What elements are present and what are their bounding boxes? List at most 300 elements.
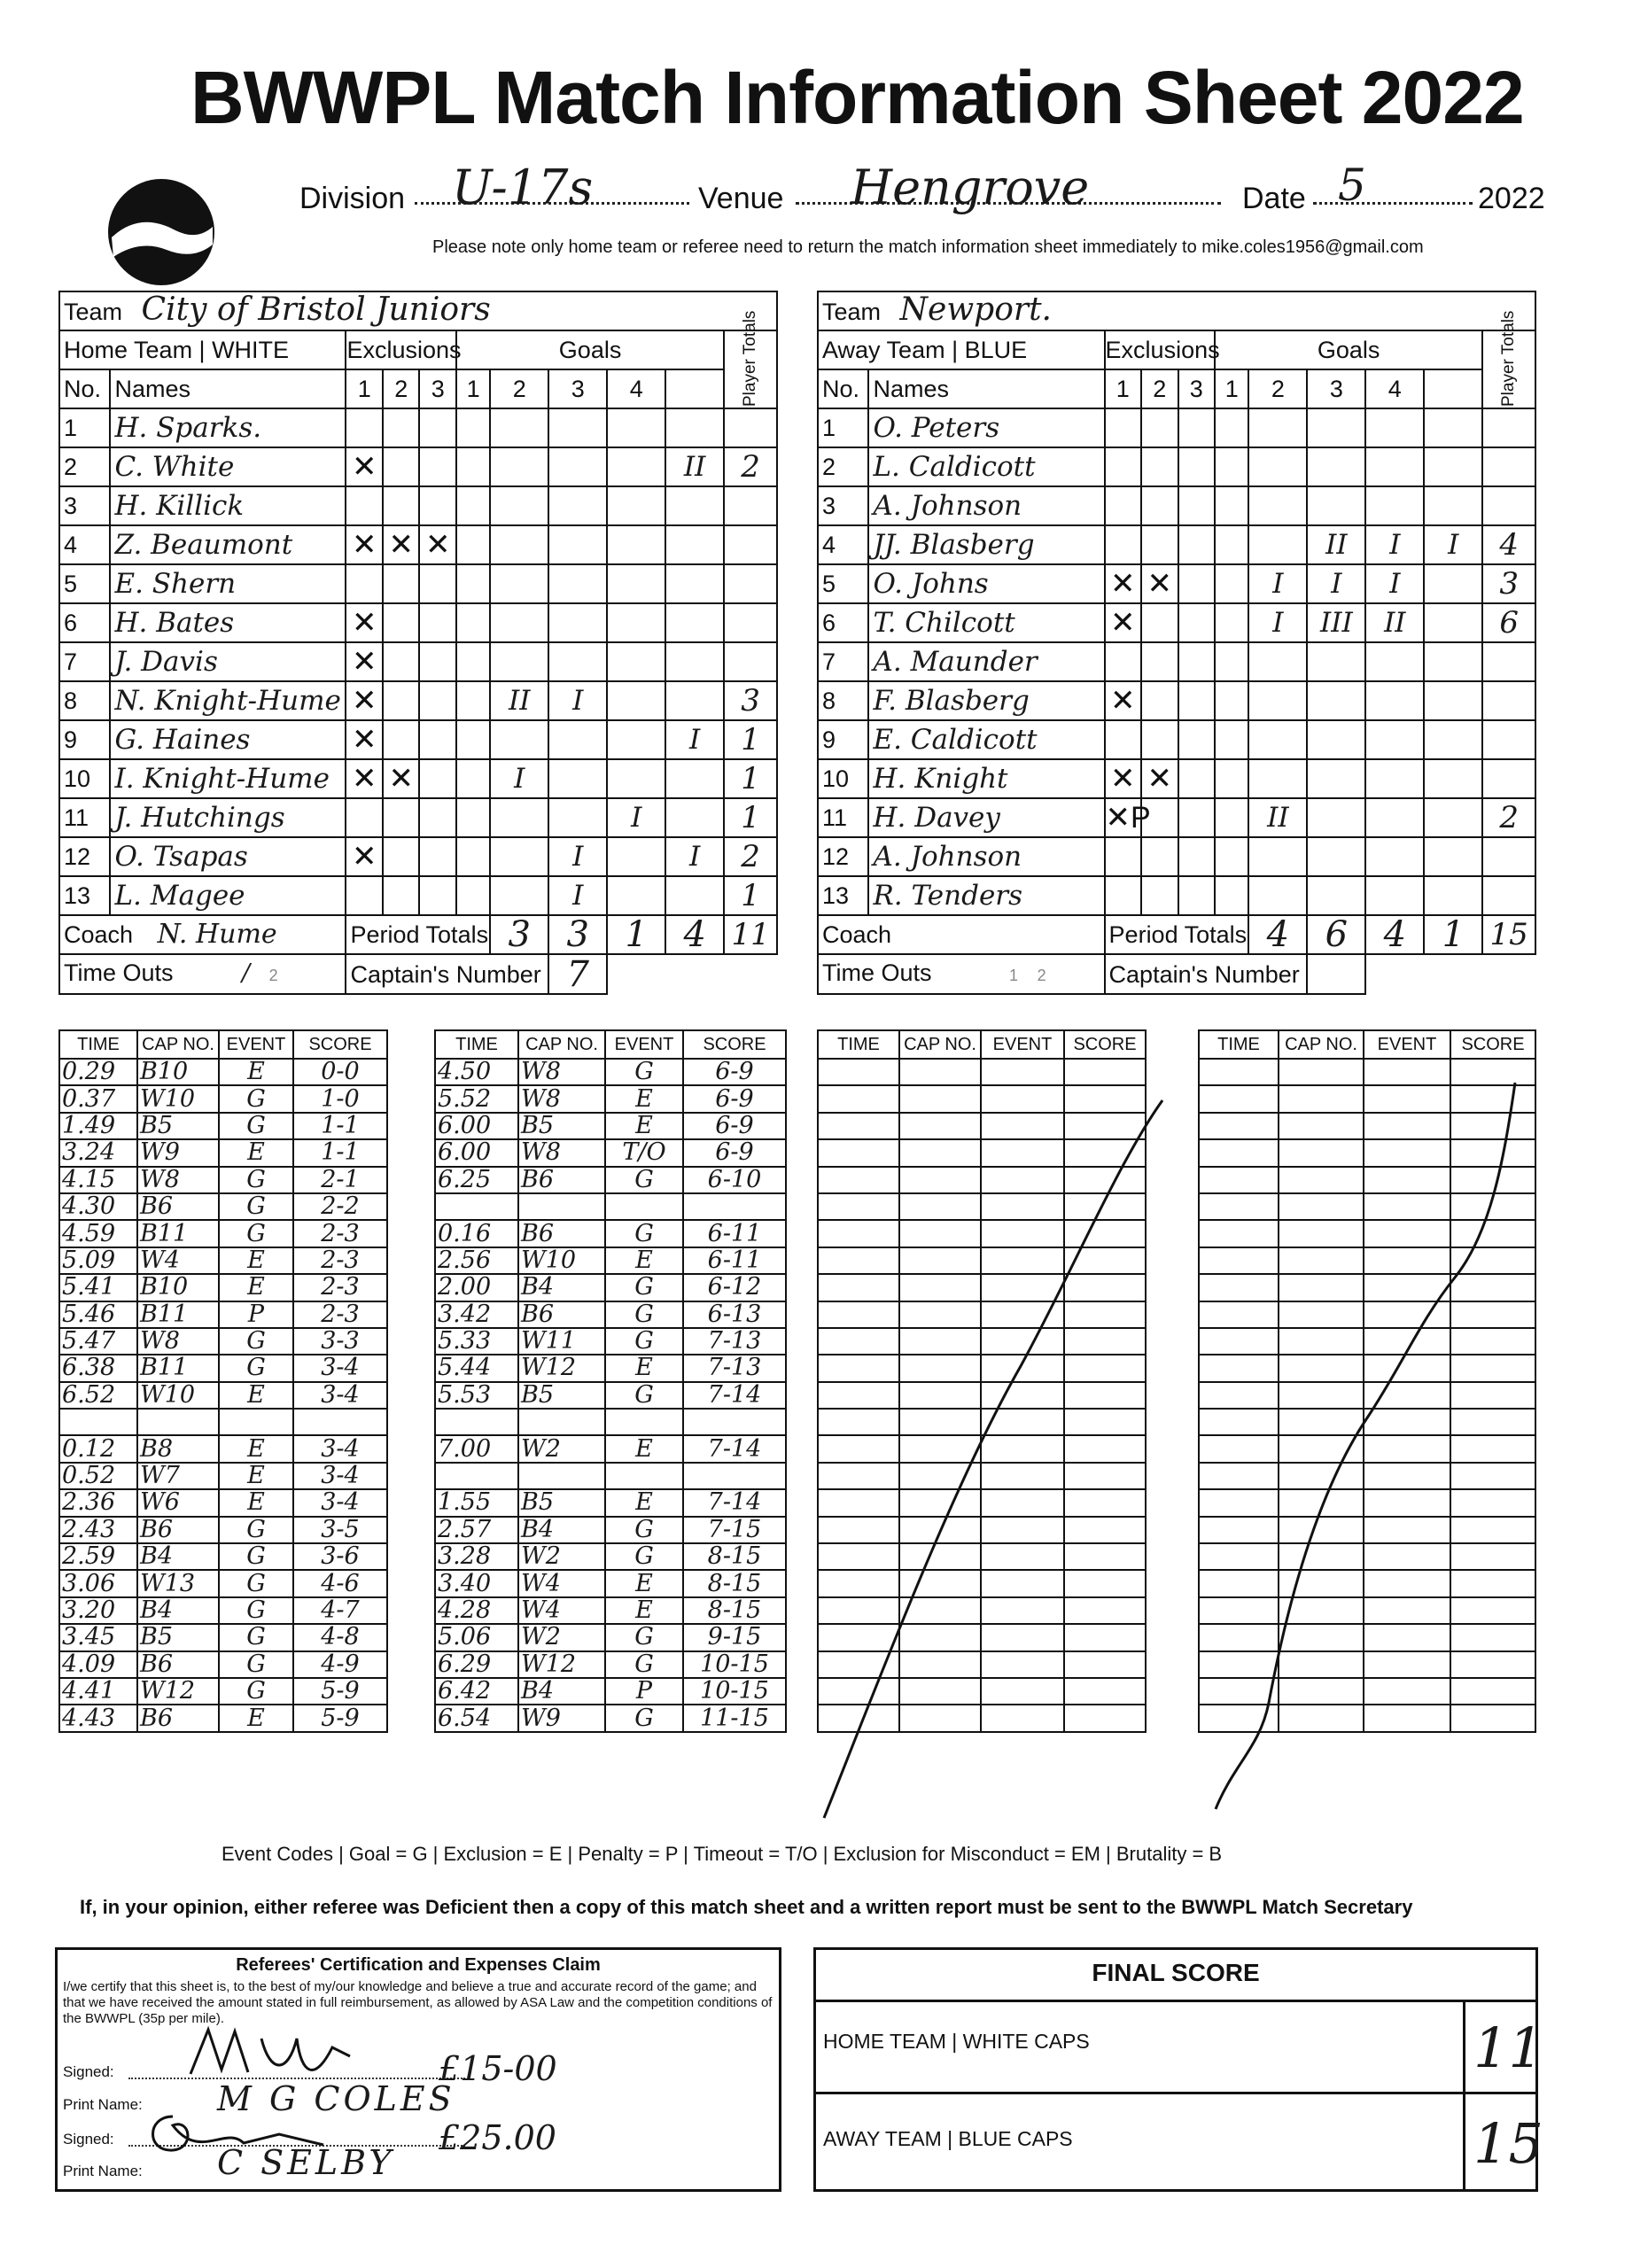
away-player-number: 6	[818, 603, 868, 642]
home-exclusion-3	[419, 876, 456, 915]
away-player-total: 3	[1482, 564, 1535, 603]
log-cap-no: B10	[137, 1274, 219, 1301]
away-goals-period-3: II	[1365, 603, 1424, 642]
home-goals-period-2: I	[548, 681, 607, 720]
log-score: 6-11	[683, 1220, 786, 1247]
home-exclusions-header: Exclusions	[346, 330, 456, 369]
home-goals-period-3	[607, 486, 665, 525]
log-row	[435, 1463, 786, 1489]
away-exclusion-2	[1141, 876, 1178, 915]
away-player-row	[818, 564, 1535, 603]
home-goals-period-4	[665, 564, 724, 603]
home-goals-period-1	[490, 798, 548, 837]
home-exclusion-1	[346, 408, 383, 447]
referees-box	[55, 1947, 781, 2192]
home-exclusion-3	[419, 642, 456, 681]
log-header-cell: CAP NO.	[899, 1030, 981, 1059]
log-cap-no	[518, 1463, 605, 1489]
away-player-name: E. Caldicott	[868, 720, 1104, 759]
log-score	[683, 1193, 786, 1220]
away-player-name: A. Johnson	[868, 837, 1104, 876]
log-cap-no: W8	[518, 1085, 605, 1112]
log-event: E	[219, 1382, 293, 1409]
log-event: E	[605, 1085, 683, 1112]
final-away-label: AWAY TEAM | BLUE CAPS	[823, 2127, 1073, 2150]
log-time: 5.46	[59, 1301, 137, 1328]
home-goals-period-4	[665, 642, 724, 681]
away-player-total	[1482, 837, 1535, 876]
final-away-score: 15	[1473, 2111, 1543, 2176]
log-header-cell: CAP NO.	[137, 1030, 219, 1059]
log-score	[683, 1463, 786, 1489]
home-exclusion-3	[419, 837, 456, 876]
log-event: G	[219, 1193, 293, 1220]
log-cap-no: B5	[137, 1624, 219, 1651]
log-time: 4.43	[59, 1705, 137, 1731]
log-cap-no: B11	[137, 1220, 219, 1247]
home-goals-period-2	[548, 486, 607, 525]
log-score: 4-8	[293, 1624, 387, 1651]
home-exclusion-2: ✕	[383, 525, 420, 564]
home-coach-label: Coach	[64, 921, 134, 948]
final-home-score: 11	[1473, 2016, 1543, 2080]
log-cap-no: B6	[137, 1651, 219, 1678]
away-exclusion-3	[1178, 681, 1216, 720]
away-player-name: H. Knight	[868, 759, 1104, 798]
log-row	[435, 1624, 786, 1651]
home-player-total: 3	[724, 681, 777, 720]
log-event: E	[605, 1435, 683, 1462]
away-exclusion-2	[1141, 447, 1178, 486]
away-player-total	[1482, 681, 1535, 720]
away-exclusion-2: ✕	[1141, 759, 1178, 798]
home-goals-period-1	[490, 447, 548, 486]
home-exclusion-1	[346, 876, 383, 915]
log-cap-no: W4	[137, 1247, 219, 1274]
home-goals-period-2	[548, 759, 607, 798]
log-score: 2-2	[293, 1193, 387, 1220]
away-player-number: 11	[818, 798, 868, 837]
away-timeout-2: 2	[1037, 967, 1046, 984]
away-goals-period-2: III	[1307, 603, 1365, 642]
home-player-total: 1	[724, 798, 777, 837]
home-goals-period-3	[607, 408, 665, 447]
log-event: G	[605, 1059, 683, 1085]
log-header-cell: EVENT	[1364, 1030, 1450, 1059]
away-exclusion-3	[1178, 876, 1216, 915]
log-cap-no: B6	[137, 1193, 219, 1220]
away-player-number: 4	[818, 525, 868, 564]
log-score: 4-6	[293, 1570, 387, 1596]
home-exclusion-3	[419, 603, 456, 642]
division-label: Division	[299, 182, 406, 215]
home-player-row	[59, 681, 777, 720]
log-score: 5-9	[293, 1705, 387, 1731]
log-event: G	[605, 1705, 683, 1731]
away-exclusion-3	[1178, 408, 1216, 447]
log3-cancel-line	[817, 1029, 1145, 1827]
away-goals-period-3	[1365, 681, 1424, 720]
home-goals-period-1	[490, 720, 548, 759]
away-player-total	[1482, 720, 1535, 759]
log-row	[59, 1085, 387, 1112]
log-row	[435, 1517, 786, 1543]
home-period-total-4: 4	[665, 915, 724, 954]
home-exclusion-3	[419, 486, 456, 525]
division-value: U-17s	[452, 159, 594, 215]
home-goals-period-2	[548, 798, 607, 837]
home-player-number: 3	[59, 486, 110, 525]
log-row	[59, 1247, 387, 1274]
away-exclusion-2	[1141, 837, 1178, 876]
log-cap-no: W2	[518, 1543, 605, 1570]
away-goals-period-4	[1424, 408, 1482, 447]
log-time: 2.43	[59, 1517, 137, 1543]
away-names-header: Names	[868, 369, 1104, 408]
log-cap-no: W13	[137, 1570, 219, 1596]
log-event	[605, 1193, 683, 1220]
log-row	[59, 1678, 387, 1705]
away-exclusion-2	[1141, 720, 1178, 759]
home-goals-period-1	[490, 564, 548, 603]
away-player-number: 12	[818, 837, 868, 876]
home-player-total: 1	[724, 720, 777, 759]
log-event: G	[219, 1624, 293, 1651]
log-score: 6-12	[683, 1274, 786, 1301]
log-row	[435, 1059, 786, 1085]
log-cap-no: B4	[137, 1543, 219, 1570]
log-row	[59, 1435, 387, 1462]
home-goals-period-2	[548, 642, 607, 681]
log-score: 3-4	[293, 1463, 387, 1489]
log-event: E	[219, 1463, 293, 1489]
home-player-name: L. Magee	[110, 876, 346, 915]
log-cap-no	[137, 1409, 219, 1435]
away-period-totals-label: Period Totals	[1105, 915, 1249, 954]
log-cap-no: B8	[137, 1435, 219, 1462]
log-time: 4.30	[59, 1193, 137, 1220]
log-row	[435, 1328, 786, 1355]
home-goals-period-1	[490, 837, 548, 876]
log-event: G	[219, 1597, 293, 1624]
away-goals-period-1	[1248, 525, 1307, 564]
log-event: G	[219, 1220, 293, 1247]
away-player-number: 8	[818, 681, 868, 720]
log-header-cell: CAP NO.	[1279, 1030, 1364, 1059]
away-player-total	[1482, 759, 1535, 798]
home-period-total-3: 1	[607, 915, 665, 954]
log-row	[435, 1651, 786, 1678]
home-player-row	[59, 876, 777, 915]
away-goals-period-2	[1307, 447, 1365, 486]
home-goals-period-1	[490, 486, 548, 525]
log-score: 2-3	[293, 1301, 387, 1328]
log-cap-no: B6	[137, 1705, 219, 1731]
log-score: 10-15	[683, 1678, 786, 1705]
log-time: 5.52	[435, 1085, 518, 1112]
date-line	[1313, 202, 1473, 205]
log-time: 6.25	[435, 1167, 518, 1193]
log-time	[435, 1409, 518, 1435]
log-score: 6-11	[683, 1247, 786, 1274]
log-time: 5.06	[435, 1624, 518, 1651]
home-player-total	[724, 564, 777, 603]
home-exclusion-1: ✕	[346, 603, 383, 642]
referees-certification-text: I/we certify that this sheet is, to the best of my/our knowledge and believe a true and accurate record of the game; and that we have received the amount stated in full reimbursement, as allowed by ASA Law and the competition conditions of the BWWPL (35p per mile).	[63, 1979, 773, 2026]
log-score: 7-13	[683, 1328, 786, 1355]
venue-label: Venue	[698, 182, 784, 215]
log-time: 2.56	[435, 1247, 518, 1274]
log-score: 6-9	[683, 1085, 786, 1112]
away-player-row	[818, 876, 1535, 915]
log-event: G	[605, 1301, 683, 1328]
log-row	[435, 1597, 786, 1624]
log-cap-no: W9	[137, 1139, 219, 1166]
home-player-row	[59, 837, 777, 876]
away-exclusion-1	[1105, 447, 1142, 486]
home-goals-period-3	[607, 837, 665, 876]
log-event: G	[219, 1651, 293, 1678]
away-goals-period-3	[1365, 486, 1424, 525]
home-player-total: 1	[724, 759, 777, 798]
home-exclusion-3	[419, 447, 456, 486]
away-exclusion-3	[1178, 720, 1216, 759]
away-player-number: 13	[818, 876, 868, 915]
log-score: 2-3	[293, 1247, 387, 1274]
log-row	[435, 1355, 786, 1381]
home-goals-period-1	[490, 525, 548, 564]
log-header-cell: TIME	[1199, 1030, 1279, 1059]
log-time: 6.00	[435, 1113, 518, 1139]
log-cap-no: W12	[518, 1651, 605, 1678]
log-header-cell: TIME	[59, 1030, 137, 1059]
home-player-name: O. Tsapas	[110, 837, 346, 876]
away-player-number: 3	[818, 486, 868, 525]
away-goals-period-2	[1307, 837, 1365, 876]
log-time: 3.20	[59, 1597, 137, 1624]
log-row	[59, 1301, 387, 1328]
log-event: E	[605, 1247, 683, 1274]
away-goals-period-2	[1307, 486, 1365, 525]
home-exclusion-2	[383, 798, 420, 837]
log-event: E	[605, 1489, 683, 1516]
log-score: 11-15	[683, 1705, 786, 1731]
away-goals-period-3: I	[1365, 564, 1424, 603]
home-exclusion-2: ✕	[383, 759, 420, 798]
log-cap-no: W12	[137, 1678, 219, 1705]
away-goals-period-2	[1307, 876, 1365, 915]
log-cap-no: B5	[137, 1113, 219, 1139]
log-event: G	[219, 1355, 293, 1381]
log-row	[435, 1193, 786, 1220]
home-goals-period-3	[607, 642, 665, 681]
away-player-name: A. Maunder	[868, 642, 1104, 681]
away-team-name: Newport.	[899, 291, 1053, 328]
home-exclusion-1	[346, 486, 383, 525]
away-exclusion-3	[1178, 603, 1216, 642]
log-score	[683, 1409, 786, 1435]
away-player-row	[818, 603, 1535, 642]
home-timeout-1: /	[242, 959, 251, 987]
log-score: 1-1	[293, 1139, 387, 1166]
log-score: 7-13	[683, 1355, 786, 1381]
home-player-row	[59, 798, 777, 837]
log-score: 6-13	[683, 1301, 786, 1328]
home-goals-period-4: I	[665, 837, 724, 876]
log-time: 1.49	[59, 1113, 137, 1139]
log-row	[59, 1382, 387, 1409]
home-goals-header: Goals	[456, 330, 724, 369]
away-player-row	[818, 447, 1535, 486]
away-period-total-4: 1	[1424, 915, 1482, 954]
away-goals-period-3	[1365, 408, 1424, 447]
home-timeout-2: 2	[268, 967, 278, 984]
home-goals-period-4	[665, 876, 724, 915]
log-time: 2.59	[59, 1543, 137, 1570]
log-cap-no: B4	[518, 1678, 605, 1705]
log-cap-no: B11	[137, 1301, 219, 1328]
log-time: 7.00	[435, 1435, 518, 1462]
away-period-total-2: 6	[1307, 915, 1365, 954]
log-row	[59, 1463, 387, 1489]
log-row	[59, 1543, 387, 1570]
away-goals-period-4	[1424, 720, 1482, 759]
log-cap-no	[518, 1193, 605, 1220]
log-header-row	[435, 1030, 786, 1059]
home-goals-period-4	[665, 525, 724, 564]
away-player-total: 6	[1482, 603, 1535, 642]
home-player-number: 6	[59, 603, 110, 642]
log-cap-no: B5	[518, 1382, 605, 1409]
log-time: 5.09	[59, 1247, 137, 1274]
log-score: 1-0	[293, 1085, 387, 1112]
away-exclusion-1	[1105, 837, 1142, 876]
away-exclusion-2	[1141, 408, 1178, 447]
away-goals-period-1: II	[1248, 798, 1307, 837]
log-score: 3-6	[293, 1543, 387, 1570]
log-time: 3.40	[435, 1570, 518, 1596]
away-exclusion-2: ✕	[1141, 564, 1178, 603]
log-score: 4-7	[293, 1597, 387, 1624]
log-time	[59, 1409, 137, 1435]
home-exclusion-1: ✕	[346, 837, 383, 876]
away-player-name: H. Davey	[868, 798, 1104, 837]
away-goals-period-3	[1365, 447, 1424, 486]
log-time: 6.52	[59, 1382, 137, 1409]
away-goals-period-4	[1424, 447, 1482, 486]
home-player-total	[724, 486, 777, 525]
log-cap-no: W11	[518, 1328, 605, 1355]
away-goals-period-2: I	[1307, 564, 1365, 603]
away-goals-period-4	[1424, 603, 1482, 642]
home-player-total: 1	[724, 876, 777, 915]
log-cap-no: W4	[518, 1570, 605, 1596]
log-cap-no: B4	[518, 1517, 605, 1543]
away-player-row	[818, 525, 1535, 564]
log-row	[59, 1193, 387, 1220]
venue-value: Hengrove	[851, 159, 1090, 215]
home-player-row	[59, 564, 777, 603]
home-goals-period-3	[607, 759, 665, 798]
ref1-print-name: M G COLES	[217, 2079, 455, 2118]
log-event: E	[605, 1597, 683, 1624]
home-player-name: C. White	[110, 447, 346, 486]
log-event: G	[219, 1517, 293, 1543]
away-player-name: L. Caldicott	[868, 447, 1104, 486]
away-goals-period-1	[1248, 486, 1307, 525]
home-exclusion-1: ✕	[346, 447, 383, 486]
log-cap-no: B5	[518, 1113, 605, 1139]
home-timeouts-label: Time Outs	[64, 959, 174, 986]
away-exclusion-3	[1178, 837, 1216, 876]
home-exclusion-3	[419, 564, 456, 603]
home-exclusion-1: ✕	[346, 525, 383, 564]
away-goals-period-2	[1307, 759, 1365, 798]
home-exclusion-2	[383, 681, 420, 720]
away-grand-total: 15	[1482, 915, 1535, 954]
log-row	[435, 1247, 786, 1274]
log-score: 8-15	[683, 1597, 786, 1624]
home-player-name: J. Davis	[110, 642, 346, 681]
away-goals-period-4	[1424, 759, 1482, 798]
home-goals-period-2	[548, 447, 607, 486]
log-score: 7-14	[683, 1435, 786, 1462]
log-score: 3-4	[293, 1489, 387, 1516]
log-row	[435, 1570, 786, 1596]
log-event: G	[605, 1220, 683, 1247]
home-player-row	[59, 642, 777, 681]
away-no-header: No.	[818, 369, 868, 408]
log-event: E	[605, 1355, 683, 1381]
final-home-label: HOME TEAM | WHITE CAPS	[823, 2030, 1090, 2053]
away-goals-period-1	[1248, 759, 1307, 798]
log-row	[435, 1489, 786, 1516]
away-goals-period-2	[1307, 681, 1365, 720]
away-goals-period-4	[1424, 642, 1482, 681]
log-cap-no: W10	[137, 1382, 219, 1409]
home-player-name: J. Hutchings	[110, 798, 346, 837]
home-goals-period-1: I	[490, 759, 548, 798]
home-goals-period-3	[607, 525, 665, 564]
away-exclusion-1	[1105, 876, 1142, 915]
away-team-table: Team Newport. Away Team | BLUE Exclusions Goals Player Totals No. Names 1 2 3 1 2 3 4 1 O. Peters 2 L. Caldicott 3 A. Johnson 4 JJ. Blasberg II I I 4 5 O. Johns ✕ ✕ I I I 3 6 T. Chilcott ✕ I III II 6 7 A. Maunder 8 F. Blasberg ✕ 9 E. Caldicott 10 H. Knight ✕ ✕ 11 H. Davey ✕P II 2 12 A. Johnson 13 R. Tenders Coach Period Totals 4 6 4 1 15 Time Outs 1 2 Captain's Number	[817, 291, 1536, 995]
away-period-total-3: 4	[1365, 915, 1424, 954]
away-player-total	[1482, 642, 1535, 681]
log-score: 6-10	[683, 1167, 786, 1193]
away-goals-period-3	[1365, 798, 1424, 837]
log-score: 7-14	[683, 1489, 786, 1516]
log-cap-no: B4	[137, 1597, 219, 1624]
away-exclusion-1: ✕	[1105, 681, 1142, 720]
ref2-print-name: C SELBY	[217, 2143, 395, 2182]
away-player-number: 9	[818, 720, 868, 759]
away-player-row	[818, 408, 1535, 447]
away-goals-period-3	[1365, 759, 1424, 798]
log-header-cell: SCORE	[1450, 1030, 1535, 1059]
away-goals-period-1: I	[1248, 603, 1307, 642]
log-cap-no: B6	[518, 1220, 605, 1247]
away-goals-period-1: I	[1248, 564, 1307, 603]
home-exclusion-2	[383, 837, 420, 876]
log-score: 8-15	[683, 1570, 786, 1596]
away-player-row	[818, 837, 1535, 876]
home-exclusion-2	[383, 408, 420, 447]
log-row	[59, 1409, 387, 1435]
home-names-header: Names	[110, 369, 346, 408]
final-score-box	[813, 1947, 1543, 2192]
log-header-cell: EVENT	[605, 1030, 683, 1059]
log-row	[59, 1705, 387, 1731]
